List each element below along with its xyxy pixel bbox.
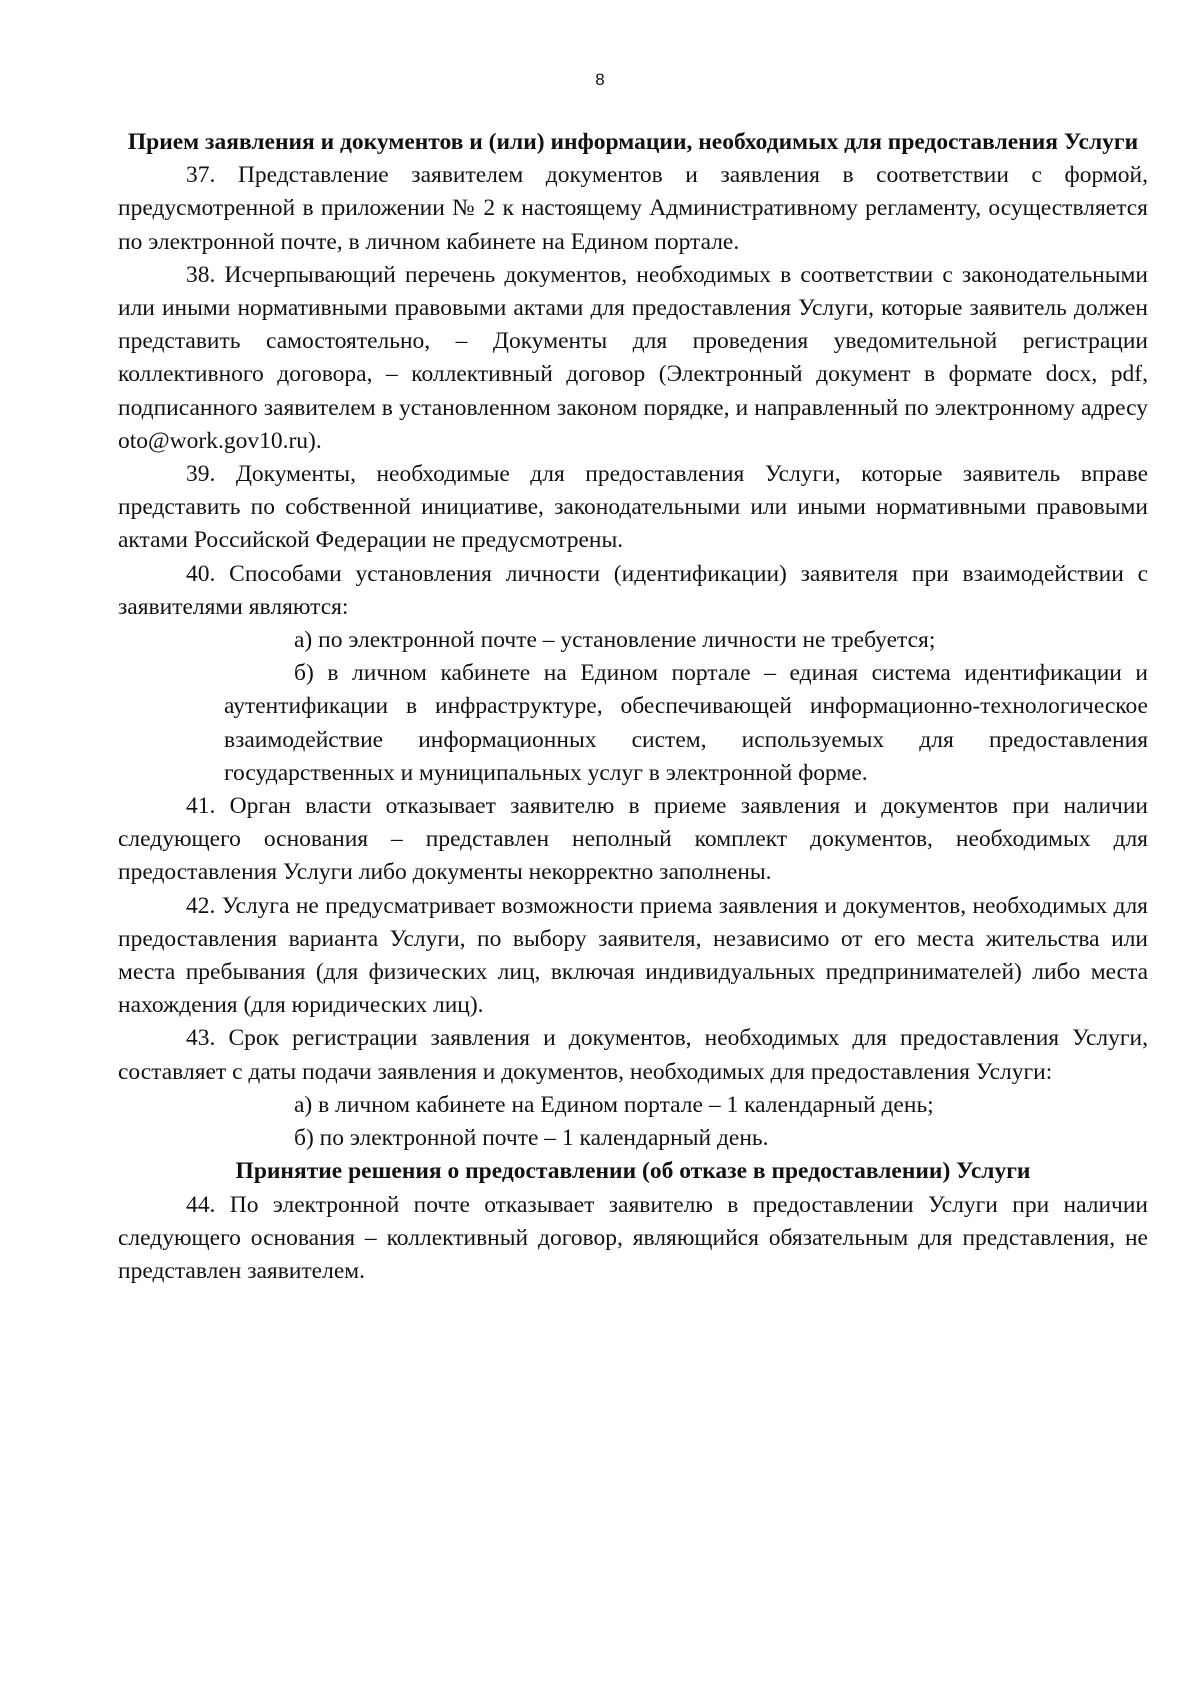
paragraph-40-item-b: б) в личном кабинете на Едином портале – единая система идентификации и аутентификации в инфраструктуре, обеспечивающей информационно-технологическое взаимодействие информационных систем, используемых для предоставления государственных и муниципальных услуг в электронной форме.: [224, 660, 1148, 786]
document-body: [118, 126, 1148, 1288]
paragraph-43-subitems: [118, 1089, 1148, 1155]
paragraph-44: 44. По электронной почте отказывает заявителю в предоставлении Услуги при наличии следующего основания – коллективный договор, являющийся обязательным для представления, не представлен заявителем.: [118, 1191, 1148, 1284]
paragraph-37: 37. Представление заявителем документов и заявления в соответствии с формой, предусмотренной в приложении № 2 к настоящему Административному регламенту, осуществляется по электронной почте, в личном кабинете на Едином портале.: [118, 162, 1148, 255]
page-number: 8: [595, 70, 605, 89]
paragraph-43: 43. Срок регистрации заявления и документов, необходимых для предоставления Услуги, составляет с даты подачи заявления и документов, необходимых для предоставления Услуги:: [118, 1025, 1148, 1085]
paragraph-39: 39. Документы, необходимые для предоставления Услуги, которые заявитель вправе представить по собственной инициативе, законодательными или иными нормативными правовыми актами Российской Федерации не предусмотрены.: [118, 461, 1148, 554]
paragraph-40-subitems: [118, 624, 1148, 790]
paragraph-43-item-a: а) в личном кабинете на Едином портале – 1 календарный день;: [294, 1091, 934, 1118]
paragraph-40-item-a: а) по электронной почте – установление личности не требуется;: [294, 627, 936, 654]
section-heading-reception: Прием заявления и документов и (или) информации, необходимых для предоставления Услуги: [127, 129, 1139, 155]
paragraph-43-item-b: б) по электронной почте – 1 календарный день.: [294, 1125, 769, 1152]
paragraph-40: 40. Способами установления личности (идентификации) заявителя при взаимодействии с заявителями являются:: [118, 560, 1148, 620]
paragraph-38: 38. Исчерпывающий перечень документов, необходимых в соответствии с законодательными или иными нормативными правовыми актами для предоставления Услуги, которые заявитель должен представить самостоятельно, – Документы для проведения уведомительной регистрации коллективного договора, – коллективный договор (Электронный документ в формате docx, pdf, подписанного заявителем в установленном законом порядке, и направленный по электронному адресу oto@work.gov10.ru).: [118, 261, 1148, 454]
paragraph-42: 42. Услуга не предусматривает возможности приема заявления и документов, необходимых для предоставления варианта Услуги, по выбору заявителя, независимо от его места жительства или места пребывания (для физических лиц, включая индивидуальных предпринимателей) либо места нахождения (для юридических лиц).: [118, 892, 1148, 1019]
paragraph-41: 41. Орган власти отказывает заявителю в приеме заявления и документов при наличии следующего основания – представлен неполный комплект документов, необходимых для предоставления Услуги либо документы некорректно заполнены.: [118, 793, 1148, 886]
section-heading-decision: Принятие решения о предоставлении (об отказе в предоставлении) Услуги: [235, 1158, 1031, 1185]
